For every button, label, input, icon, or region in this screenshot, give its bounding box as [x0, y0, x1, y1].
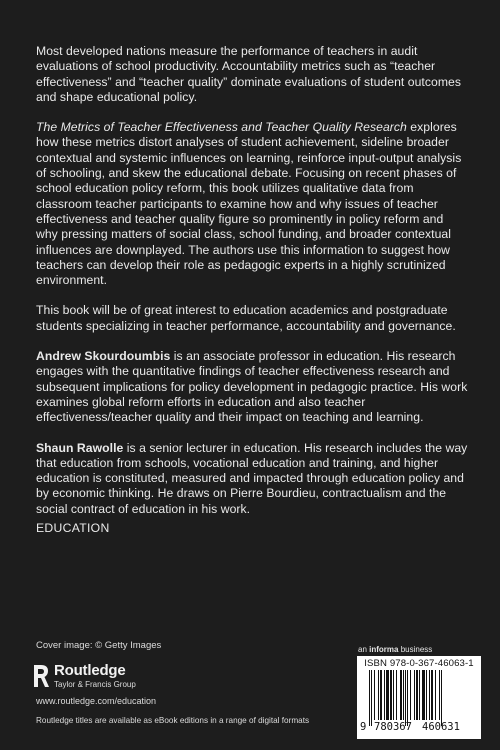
informa-prefix: an [358, 645, 370, 654]
author1-bio [36, 349, 468, 425]
book-title: The Metrics of Teacher Effectiveness and Teacher Quality Research [36, 120, 407, 135]
barcode-digit-first: 9 [360, 721, 367, 733]
isbn-number: ISBN 978-0-367-46063-1 [364, 658, 474, 669]
author2-bio [36, 441, 468, 517]
isbn-barcode [357, 656, 481, 739]
ebook-footnote: Routledge titles are available as eBook editions in a range of digital formats [36, 716, 310, 725]
informa-brand: informa [369, 645, 399, 654]
informa-suffix: business [398, 645, 433, 654]
barcode-digits-right: 460631 [422, 721, 460, 733]
cover-credit: Cover image: © Getty Images [36, 640, 162, 651]
publisher-website[interactable]: www.routledge.com/education [36, 696, 157, 706]
intro-paragraph: Most developed nations measure the performance of teachers in audit evaluations of school productivity. Accountability metrics such as “teacher effectiveness” and “teacher quality” dominate evaluations of student outcomes and shape educational policy. [36, 44, 462, 104]
barcode-icon [369, 670, 473, 726]
publisher-group: Taylor & Francis Group [54, 680, 136, 689]
publisher-name: Routledge [54, 662, 126, 679]
author1-name: Andrew Skourdoumbis [36, 349, 171, 364]
author2-name: Shaun Rawolle [36, 440, 124, 455]
audience-paragraph: This book will be of great interest to education academics and postgraduate students specializing in teacher performance, accountability and governance. [36, 303, 456, 333]
subject-category: EDUCATION [36, 521, 110, 535]
description-text: explores how these metrics distort analyses of student achievement, sideline broader contextual and systemic influences on learning, reinforce input-output analysis of schooling, and skew the educational debate. Focusing on recent phases of school education policy reform, this book utilizes qualitative data from classroom teacher participants to examine how and why issues of teacher effectiveness and teacher quality figure so prominently in policy reform and why pressing matters of social class, school funding, and broader contextual influences are downplayed. The authors use this information to suggest how teachers can develop their role as pedagogic experts in a highly scrutinized environment. [36, 120, 462, 288]
author1-text: is an associate professor in education. His research engages with the quantitative findings of teacher effectiveness research and subsequent implications for policy development in pedagogic practice. His work examines global reform efforts in education and also teacher effectiveness/teacher quality and their impact on teaching and learning. [36, 349, 468, 425]
publisher-logo [32, 662, 172, 692]
description-paragraph [36, 120, 468, 288]
author2-text: is a senior lecturer in education. His research includes the way that education from schools, vocational education and training, and higher education is constituted, measured and impacted through education policy and by economic thinking. He draws on Pierre Bourdieu, contractualism and the social contract of education in his work. [36, 440, 468, 516]
blurb-text [36, 44, 468, 532]
informa-business-label [358, 645, 432, 654]
barcode-digits-left: 780367 [374, 721, 412, 733]
routledge-logo-icon [32, 662, 50, 690]
